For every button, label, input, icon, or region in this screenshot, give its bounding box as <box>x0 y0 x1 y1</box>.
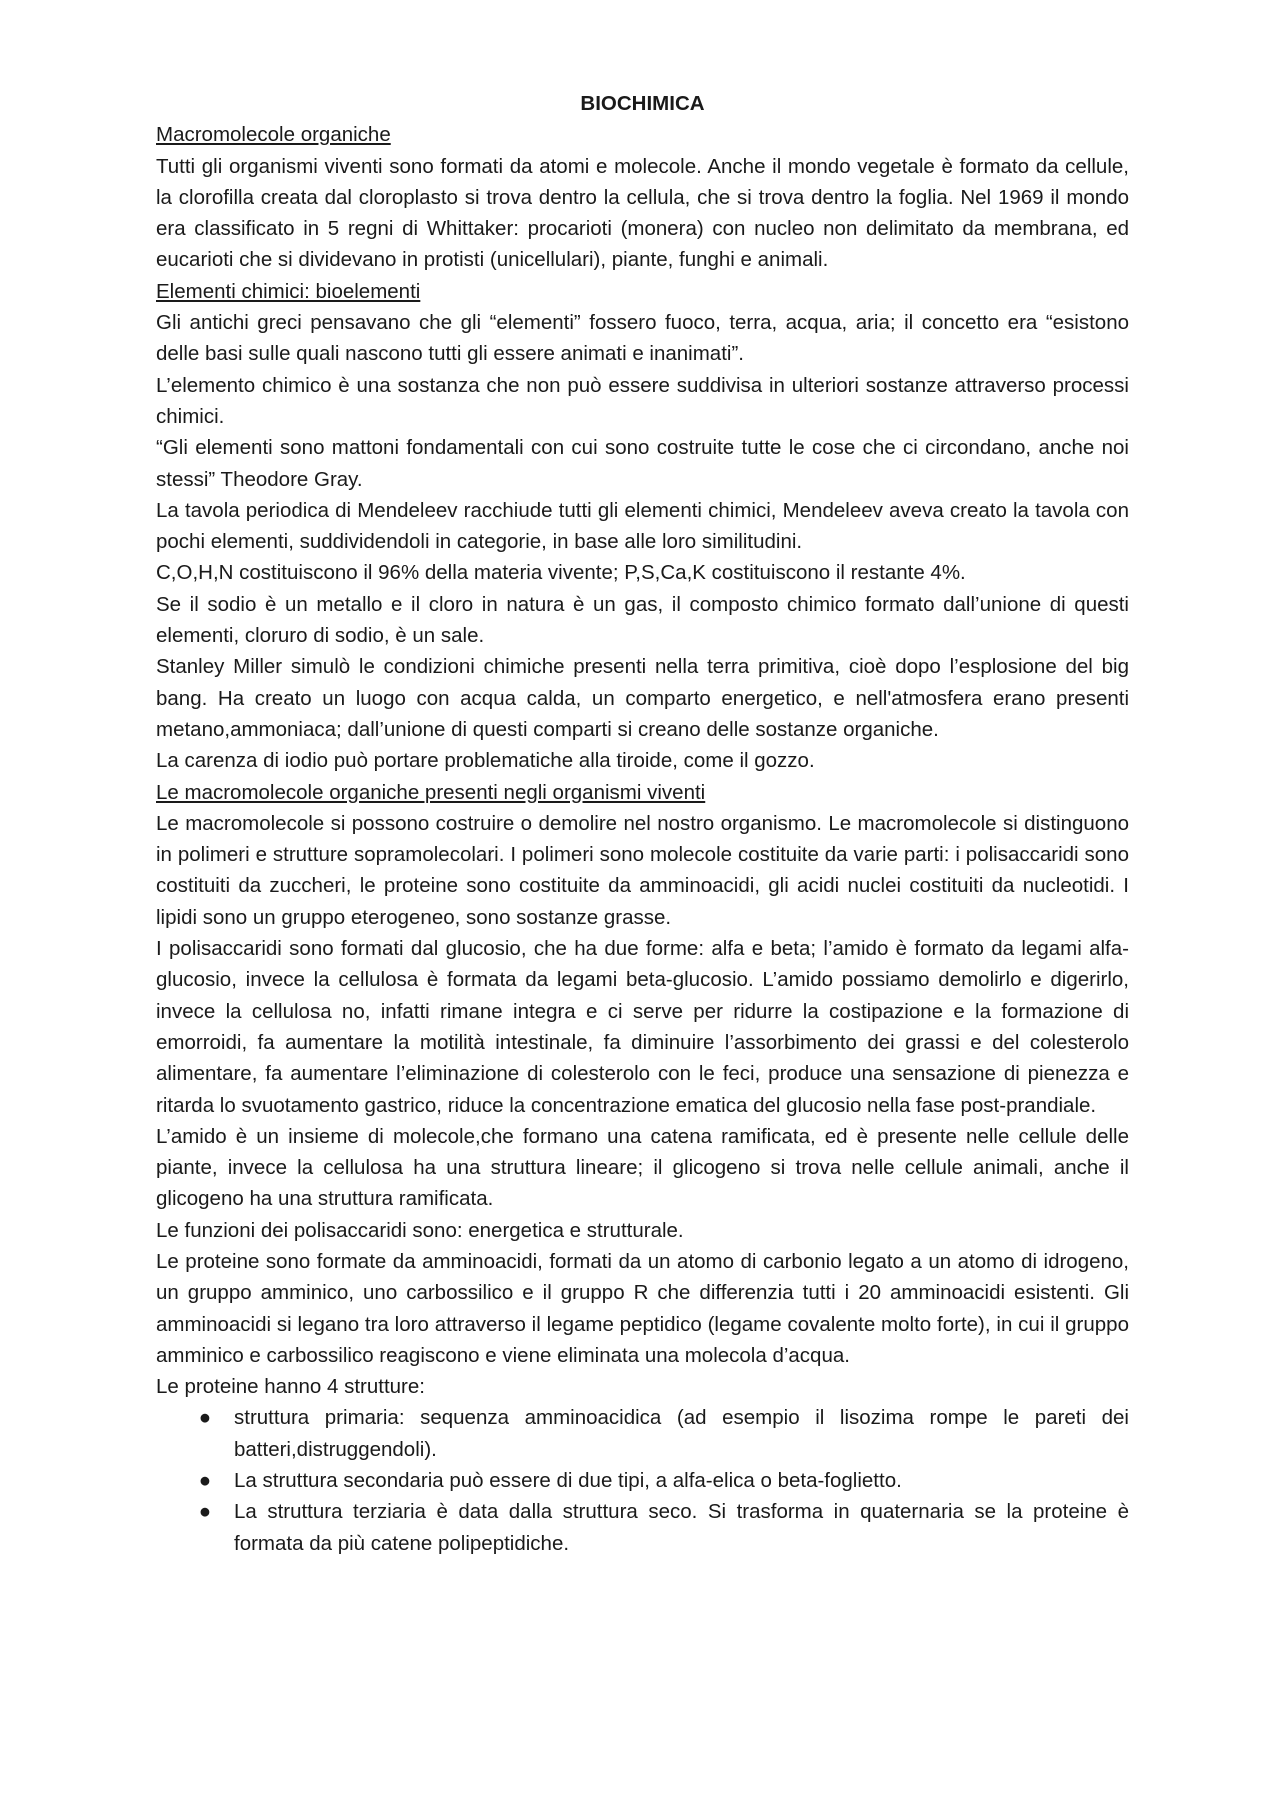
paragraph: La tavola periodica di Mendeleev racchiude tutti gli elementi chimici, Mendeleev aveva creato la tavola con pochi elementi, suddividendoli in categorie, in base alle loro similitudini. <box>156 498 1129 554</box>
section-elementi-chimici <box>156 276 1129 777</box>
paragraph: Stanley Miller simulò le condizioni chimiche presenti nella terra primitiva, cioè dopo l’esplosione del big bang. Ha creato un luogo con acqua calda, un comparto energetico, e nell'atmosfera erano presenti metano,ammoniaca; dall’unione di questi comparti si creano delle sostanze organiche. <box>156 655 1129 741</box>
section-heading: Le macromolecole organiche presenti negli organismi viventi <box>156 780 706 804</box>
section-macromolecole-organiche <box>156 119 1129 275</box>
bullet-icon: ● <box>198 1406 212 1430</box>
paragraph: Le funzioni dei polisaccaridi sono: energetica e strutturale. <box>156 1218 684 1242</box>
list-item <box>156 1465 1129 1496</box>
section-macromolecole-organismi <box>156 777 1129 1559</box>
paragraph: Gli antichi greci pensavano che gli “elementi” fossero fuoco, terra, acqua, aria; il concetto era “esistono delle basi sulle quali nascono tutti gli essere animati e inanimati”. <box>156 311 1129 366</box>
paragraph: “Gli elementi sono mattoni fondamentali con cui sono costruite tutte le cose che ci circondano, anche noi stessi” Theodore Gray. <box>156 436 1129 491</box>
document-page <box>156 88 1129 1559</box>
list-item-text: struttura primaria: sequenza amminoacidica (ad esempio il lisozima rompe le pareti dei batteri,distruggendoli). <box>234 1406 1129 1461</box>
paragraph: Le proteine hanno 4 strutture: <box>156 1375 425 1399</box>
paragraph: L’amido è un insieme di molecole,che formano una catena ramificata, ed è presente nelle cellule delle piante, invece la cellulosa ha una struttura lineare; il glicogeno si trova nelle cellule animali, anche il glicogeno ha una struttura ramificata. <box>156 1124 1129 1211</box>
protein-structures-list <box>156 1402 1129 1558</box>
paragraph: La carenza di iodio può portare problematiche alla tiroide, come il gozzo. <box>156 749 815 773</box>
paragraph: I polisaccaridi sono formati dal glucosio, che ha due forme: alfa e beta; l’amido è formato da legami alfa-glucosio, invece la cellulosa è formata da legami beta-glucosio. L’amido possiamo demolirlo e digerirlo, invece la cellulosa no, infatti rimane integra e ci serve per ridurre la costipazione e la formazione di emorroidi, fa aumentare la motilità intestinale, fa diminuire l’assorbimento dei grassi e del colesterolo alimentare, fa aumentare l’eliminazione di colesterolo con le feci, produce una sensazione di pienezza e ritarda lo svuotamento gastrico, riduce la concentrazione ematica del glucosio nella fase post-prandiale. <box>156 937 1129 1117</box>
paragraph: L’elemento chimico è una sostanza che non può essere suddivisa in ulteriori sostanze attraverso processi chimici. <box>156 373 1129 428</box>
paragraph: Se il sodio è un metallo e il cloro in natura è un gas, il composto chimico formato dall’unione di questi elementi, cloruro di sodio, è un sale. <box>156 592 1129 648</box>
list-item <box>156 1496 1129 1559</box>
list-item-text: La struttura terziaria è data dalla struttura seco. Si trasforma in quaternaria se la proteine è formata da più catene polipeptidiche. <box>234 1500 1129 1555</box>
paragraph: Tutti gli organismi viventi sono formati da atomi e molecole. Anche il mondo vegetale è formato da cellule, la clorofilla creata dal cloroplasto si trova dentro la cellula, che si trova dentro la foglia. Nel 1969 il mondo era classificato in 5 regni di Whittaker: procarioti (monera) con nucleo non delimitato da membrana, ed eucarioti che si dividevano in protisti (unicellulari), piante, funghi e animali. <box>156 154 1129 272</box>
bullet-icon: ● <box>198 1469 212 1493</box>
section-heading: Elementi chimici: bioelementi <box>156 279 421 303</box>
bullet-icon: ● <box>198 1500 212 1524</box>
list-item-text: La struttura secondaria può essere di due tipi, a alfa-elica o beta-foglietto. <box>234 1469 902 1493</box>
section-heading: Macromolecole organiche <box>156 123 391 147</box>
document-title: BIOCHIMICA <box>580 92 705 115</box>
list-item <box>156 1402 1129 1465</box>
paragraph: Le macromolecole si possono costruire o demolire nel nostro organismo. Le macromolecole si distinguono in polimeri e strutture sopramolecolari. I polimeri sono molecole costituite da varie parti: i polisaccaridi sono costituiti da zuccheri, le proteine sono costituite da amminoacidi, gli acidi nuclei costituiti da nucleotidi. I lipidi sono un gruppo eterogeneo, sono sostanze grasse. <box>156 811 1129 929</box>
paragraph: C,O,H,N costituiscono il 96% della materia vivente; P,S,Ca,K costituiscono il restante 4%. <box>156 561 966 585</box>
paragraph: Le proteine sono formate da amminoacidi, formati da un atomo di carbonio legato a un atomo di idrogeno, un gruppo amminico, uno carbossilico e il gruppo R che differenzia tutti i 20 amminoacidi esistenti. Gli amminoacidi si legano tra loro attraverso il legame peptidico (legame covalente molto forte), in cui il gruppo amminico e carbossilico reagiscono e viene eliminata una molecola d’acqua. <box>156 1249 1129 1367</box>
